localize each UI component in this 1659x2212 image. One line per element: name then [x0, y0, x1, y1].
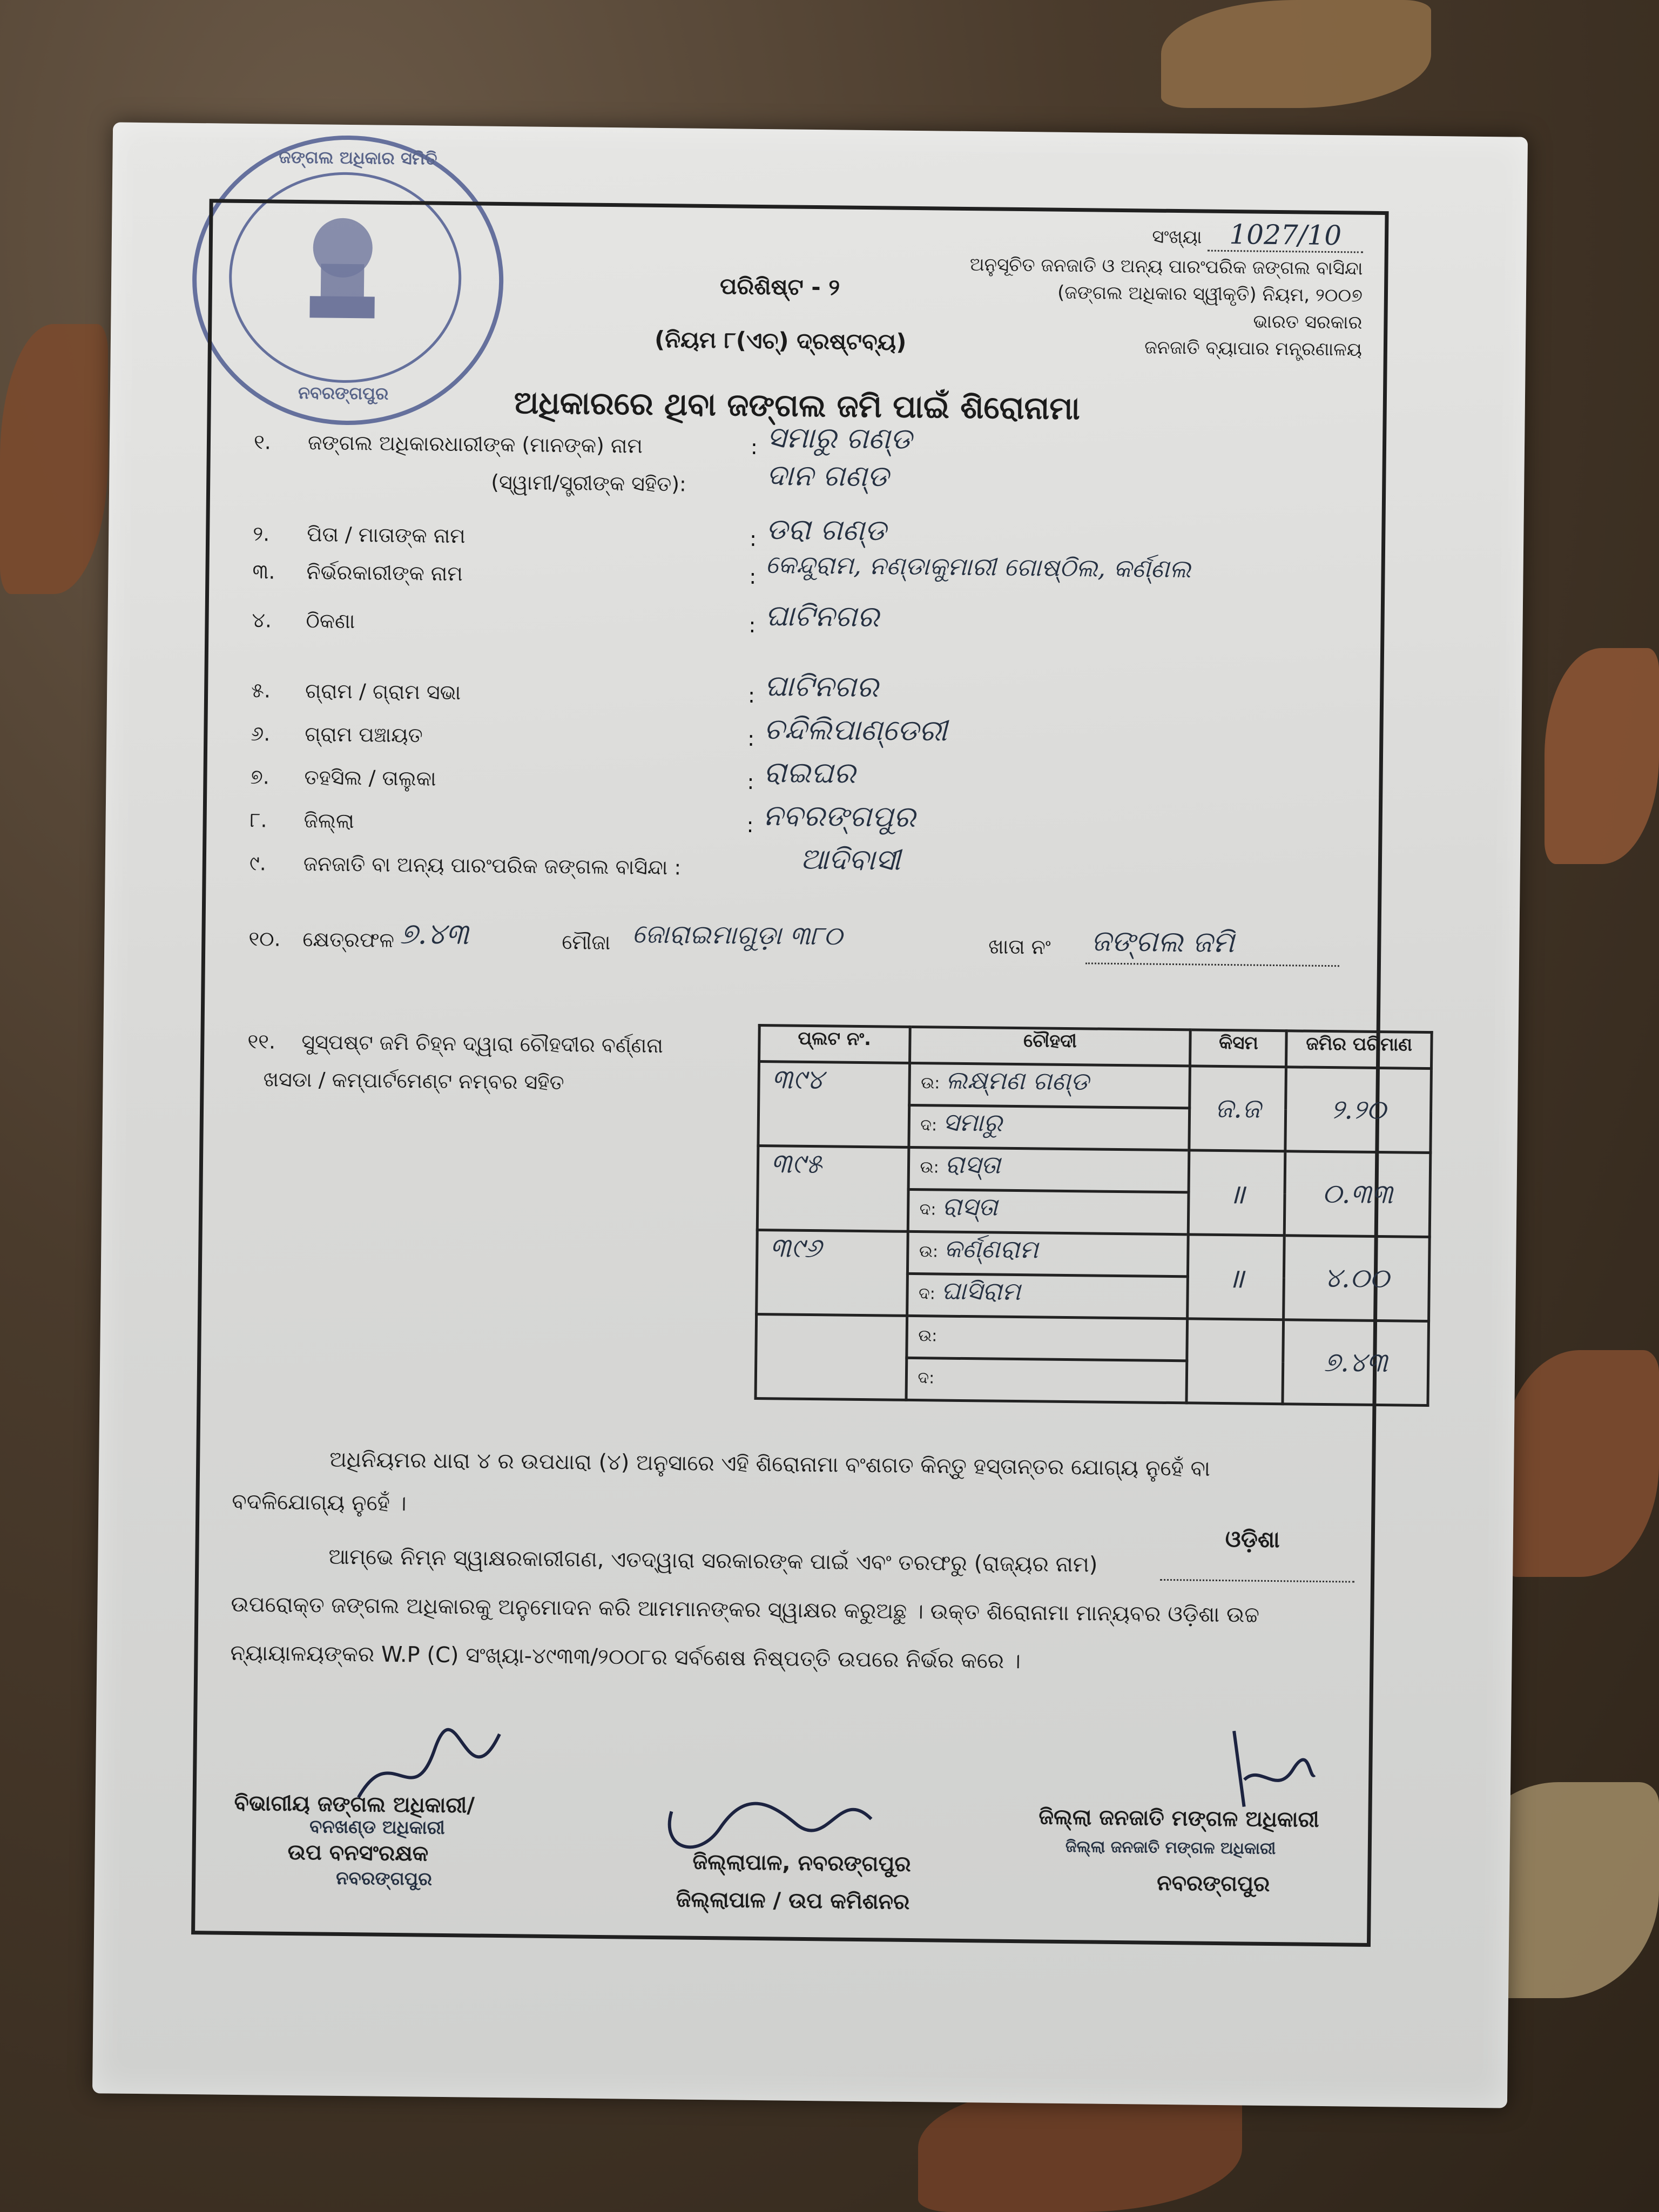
mouza-label: ମୌଜା	[562, 930, 611, 955]
leaf-decoration	[1161, 0, 1431, 108]
north-boundary-cell	[909, 1063, 1190, 1108]
plot-number: ୩୯୬	[770, 1232, 822, 1264]
serial-label: ସଂଖ୍ୟା	[1152, 226, 1202, 248]
document-frame	[191, 199, 1413, 1947]
field-colon: :	[747, 770, 754, 794]
field-number: ୩.	[252, 559, 275, 584]
boundary-label-2: ଖସଡା / କମ୍ପାର୍ଟମେଣ୍ଟ ନମ୍ବର ସହିତ	[263, 1067, 564, 1095]
paragraph-line-1: ଅଧିନିୟମର ଧାରା ୪ ର ଉପଧାରା (୪) ଅନୁସାରେ ଏହି ଶିରୋନାମା ବଂଶଗତ କିନ୍ତୁ ହସ୍ତାନ୍ତର ଯୋଗ୍ୟ ନୁହେଁ ବା	[329, 1447, 1211, 1481]
field-number: ୭.	[250, 765, 270, 789]
field-number: ୪.	[252, 608, 272, 632]
north-label: ଉ:	[921, 1074, 940, 1093]
north-boundary-cell	[907, 1231, 1189, 1276]
plot-number: ୩୯୫	[770, 1148, 822, 1180]
north-boundary-cell	[908, 1147, 1190, 1192]
field-label: ଗ୍ରାମ ପଞ୍ଚାୟତ	[305, 722, 423, 747]
south-boundary-cell	[908, 1105, 1190, 1150]
leaf-decoration	[1501, 1350, 1659, 1577]
area-amount: ୭.୪୩	[1324, 1346, 1388, 1379]
field-value: ଆଦିବାସୀ	[800, 841, 901, 877]
kisam-cell	[1188, 1235, 1285, 1320]
act-line-4: ଜନଜାତି ବ୍ୟାପାର ମନ୍ତ୍ରଣାଳୟ	[1144, 336, 1363, 361]
paragraph-line-4: ଉପରୋକ୍ତ ଜଙ୍ଗଲ ଅଧିକାରକୁ ଅନୁମୋଦନ କରି ଆମମାନଙ୍କର ସ୍ୱାକ୍ଷର କରୁଅଛୁ । ଉକ୍ତ ଶିରୋନାମା ମାନ୍ୟବର ଓଡ଼ିଶା ଉଚ୍ଚ	[231, 1591, 1260, 1628]
area-amount: ୪.୦୦	[1324, 1262, 1390, 1294]
field-colon: :	[747, 683, 756, 707]
field-colon: :	[748, 613, 756, 637]
col-kisam: କିସମ	[1190, 1030, 1287, 1067]
signatory-right-title: ଜିଲ୍ଲା ଜନଜାତି ମଙ୍ଗଳ ଅଧିକାରୀ	[1038, 1804, 1319, 1832]
signatory-center-title: ଜିଲ୍ଲାପାଳ / ଉପ କମିଶନର	[676, 1887, 910, 1915]
field-number: ୬.	[251, 721, 271, 746]
south-label: ଦ:	[919, 1200, 936, 1219]
plot-number-cell	[757, 1230, 908, 1316]
col-area: ଜମିର ପରିମାଣ	[1286, 1031, 1432, 1069]
south-boundary-cell	[906, 1358, 1188, 1402]
table-row	[758, 1145, 1431, 1195]
south-boundary: ଘାସିରାମ	[941, 1276, 1021, 1306]
field-label: ଜନଜାତି ବା ଅନ୍ୟ ପାରଂପରିକ ଜଙ୍ଗଲ ବାସିନ୍ଦା :	[303, 852, 682, 880]
south-boundary: ସମାରୁ	[942, 1107, 1003, 1137]
leaf-decoration	[0, 324, 108, 594]
field-colon: :	[747, 726, 755, 751]
plot-number-cell	[756, 1314, 907, 1400]
south-boundary: ରାସ୍ତା	[942, 1191, 998, 1222]
north-boundary: କର୍ଣ୍ଣରାମ	[943, 1233, 1038, 1264]
signatory-center-stamp: ଜିଲ୍ଲାପାଳ, ନବରଙ୍ଗପୁର	[692, 1849, 911, 1877]
field-number: ୮.	[249, 808, 267, 832]
plot-number: ୩୯୪	[771, 1063, 824, 1096]
serial-value: 1027/10	[1208, 219, 1363, 253]
field-colon: :	[746, 813, 754, 837]
field-value: ଦାନ ଗଣ୍ଡ	[766, 458, 889, 494]
signatory-left-stamp-2: ନବରଙ୍ଗପୁର	[335, 1867, 433, 1890]
area-amount: ୨.୨୦	[1331, 1094, 1386, 1126]
field-number: ୯.	[249, 851, 267, 875]
field-value: ଘାଟିନଗର	[764, 669, 879, 704]
field-label: ଜିଲ୍ଲା	[304, 808, 354, 833]
state-name-value: ଓଡ଼ିଶା	[1225, 1526, 1280, 1553]
signatory-right-district: ନବରଙ୍ଗପୁର	[1156, 1870, 1270, 1897]
field-label: ତହସିଲ / ତାଲୁକା	[304, 765, 436, 791]
area-amount: ୦.୩୩	[1322, 1177, 1393, 1210]
field-value: ଘାଟିନଗର	[765, 598, 880, 634]
signatory-left-stamp: ବନଖଣ୍ଡ ଅଧିକାରୀ	[309, 1816, 446, 1839]
field-number: ୨.	[252, 522, 270, 546]
north-label: ଉ:	[920, 1158, 939, 1177]
signatory-left-subtitle: ଉପ ବନସଂରକ୍ଷକ	[287, 1839, 429, 1866]
table-row	[759, 1062, 1432, 1111]
table-row	[756, 1314, 1429, 1363]
khata-label: ଖାତା ନଂ	[988, 934, 1051, 959]
south-label: ଦ:	[918, 1368, 935, 1388]
page-title: ଅଧିକାରରେ ଥିବା ଜଙ୍ଗଲ ଜମି ପାଇଁ ଶିରୋନାମା	[514, 384, 1081, 427]
paragraph-line-5: ନ୍ୟାୟାଳୟଙ୍କର W.P (C) ସଂଖ୍ୟା-୪୯୩୩/୨୦୦୮ର ସର୍ବଶେଷ ନିଷ୍ପତ୍ତି ଉପରେ ନିର୍ଭର କରେ ।	[230, 1640, 1021, 1674]
signatory-left-title: ବିଭାଗୀୟ ଜଙ୍ଗଲ ଅଧିକାରୀ/	[234, 1790, 475, 1818]
north-boundary: ଲକ୍ଷ୍ମଣ ଗଣ୍ଡ	[945, 1065, 1089, 1096]
act-line-2: (ଜଙ୍ଗଲ ଅଧିକାର ସ୍ୱୀକୃତି) ନିୟମ, ୨୦୦୭	[1057, 281, 1363, 307]
area-cell	[1285, 1067, 1431, 1153]
paragraph-line-2: ବଦଳିଯୋଗ୍ୟ ନୁହେଁ ।	[232, 1489, 407, 1516]
serial-number	[1152, 218, 1363, 252]
field-value: ଚନ୍ଦିଲିପାଣ୍ଡେରୀ	[764, 712, 948, 748]
field-value: ସମାରୁ ଗଣ୍ଡ	[766, 420, 912, 456]
field-label: ପିତା / ମାତାଙ୍କ ନାମ	[306, 522, 466, 548]
act-line-3: ଭାରତ ସରକାର	[1253, 311, 1363, 334]
south-label: ଦ:	[918, 1284, 936, 1304]
area-value: ୭.୪୩	[400, 916, 469, 952]
north-label: ଉ:	[918, 1326, 938, 1346]
boundary-label-1: ସୁସ୍ପଷ୍ଟ ଜମି ଚିହ୍ନ ଦ୍ୱାରା ଚୌହଦୀର ବର୍ଣ୍ଣନା	[301, 1030, 664, 1058]
field-label: ନିର୍ଭରକାରୀଙ୍କ ନାମ	[306, 560, 463, 586]
area-label: କ୍ଷେତ୍ରଫଳ	[302, 927, 395, 952]
act-line-1: ଅନୁସୂଚିତ ଜନଜାତି ଓ ଅନ୍ୟ ପାରଂପରିକ ଜଙ୍ଗଲ ବାସିନ୍ଦା	[969, 254, 1363, 280]
kisam-cell	[1189, 1150, 1286, 1236]
field-number: ୧.	[253, 430, 272, 454]
plot-number	[758, 1316, 769, 1347]
col-plot-no: ପ୍ଲଟ ନଂ.	[759, 1026, 910, 1063]
field-colon: :	[749, 564, 757, 589]
south-label: ଦ:	[920, 1116, 938, 1135]
plot-number-cell	[758, 1062, 909, 1148]
boundary-table	[754, 1024, 1433, 1407]
field-value: ଡରା ଗଣ୍ଡ	[766, 512, 887, 548]
rule-reference: (ନିୟମ ୮(ଏଚ୍) ଦ୍ରଷ୍ଟବ୍ୟ)	[654, 326, 907, 355]
area-row-number: ୧୦.	[248, 927, 281, 951]
paragraph-line-3: ଆମ୍ଭେ ନିମ୍ନ ସ୍ୱାକ୍ଷରକାରୀଗଣ, ଏତଦ୍ୱାରା ସରକାରଙ୍କ ପାଇଁ ଏବଂ ତରଫରୁ (ରାଜ୍ୟର ନାମ)	[328, 1544, 1098, 1577]
field-label: ଜଙ୍ଗଲ ଅଧିକାରଧାରୀଙ୍କ (ମାନଙ୍କ) ନାମ	[307, 430, 643, 458]
boundary-row-number: ୧୧.	[247, 1029, 276, 1054]
kisam-value: ॥	[1229, 1178, 1245, 1210]
field-number: ୫.	[251, 678, 271, 703]
south-boundary	[934, 1360, 935, 1389]
field-colon: :	[749, 527, 757, 551]
mouza-value: ଜୋରାଇମାଗୁଡ଼ା ୩୮୦	[632, 919, 843, 952]
area-cell	[1285, 1151, 1431, 1237]
seal-ring-text: ଜଙ୍ଗଲ ଅଧିକାର ସମିତି	[279, 146, 437, 169]
table-row	[757, 1230, 1429, 1279]
signatory-right-stamp: ଜିଲ୍ଲା ଜନଜାତି ମଙ୍ଗଳ ଅଧିକାରୀ	[1065, 1837, 1276, 1859]
north-boundary-cell	[906, 1316, 1188, 1360]
field-value: ରାଇଘର	[763, 755, 856, 790]
north-label: ଉ:	[919, 1242, 939, 1262]
field-label: (ସ୍ୱାମୀ/ସ୍ତ୍ରୀଙ୍କ ସହିତ):	[491, 470, 687, 496]
field-label: ଗ୍ରାମ / ଗ୍ରାମ ସଭା	[305, 679, 461, 705]
khata-value: ଜଙ୍ଗଲ ଜମି	[1091, 923, 1235, 960]
khata-dotted-line	[1085, 962, 1339, 967]
field-label: ଠିକଣା	[306, 609, 355, 633]
seal-bottom-text: ନବରଙ୍ଗପୁର	[298, 382, 389, 404]
annex-label: ପରିଶିଷ୍ଟ - ୨	[719, 273, 840, 301]
kisam-value: ॥	[1228, 1262, 1245, 1294]
col-boundary: ଚୌହଦୀ	[909, 1027, 1191, 1065]
area-cell	[1283, 1320, 1428, 1406]
north-boundary: ରାସ୍ତା	[945, 1149, 1001, 1179]
plot-number-cell	[757, 1145, 908, 1231]
field-value: ନବରଙ୍ଗପୁର	[763, 798, 916, 834]
south-boundary-cell	[908, 1189, 1189, 1234]
forest-title-document	[92, 122, 1528, 2108]
kisam-cell	[1186, 1319, 1284, 1404]
field-colon: :	[750, 435, 758, 459]
field-value: କେନ୍ଦୁରାମ, ନଣ୍ଡାକୁମାରୀ ଗୋଷ୍ଠିଲ, କର୍ଣ୍ଣଲ	[765, 550, 1191, 584]
kisam-value: ଜ.ଜ	[1215, 1092, 1261, 1124]
area-cell	[1284, 1236, 1429, 1321]
south-boundary-cell	[907, 1273, 1188, 1318]
kisam-cell	[1189, 1066, 1286, 1151]
leaf-decoration	[1545, 648, 1659, 864]
